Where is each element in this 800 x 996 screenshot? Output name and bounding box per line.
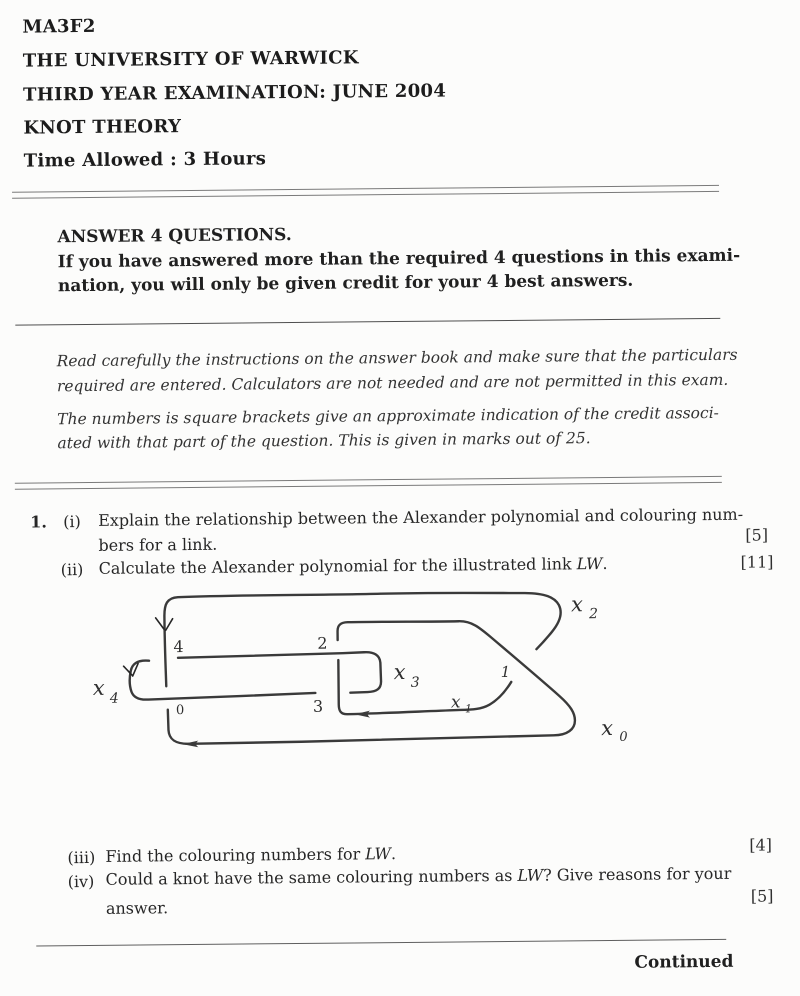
part-iv-line-2: answer. bbox=[105, 898, 169, 918]
crossing-label-2: 2 bbox=[317, 633, 328, 653]
knot-diagram bbox=[86, 576, 653, 781]
arrowhead-inner-bottom bbox=[355, 711, 371, 718]
part-iii-line bbox=[105, 844, 396, 866]
continued-label: Continued bbox=[634, 951, 734, 973]
part-iii-label: (iii) bbox=[67, 847, 96, 868]
part-iv-link-name: LW bbox=[517, 865, 544, 885]
knot-strand-x4-hook bbox=[130, 659, 316, 700]
rubric-heading: ANSWER 4 QUESTIONS. bbox=[57, 225, 292, 248]
arrowhead-outer-bottom bbox=[182, 741, 198, 748]
part-ii-marks: [11] bbox=[740, 552, 774, 572]
part-iii-link-name: LW bbox=[365, 844, 392, 864]
question-number: 1. bbox=[30, 512, 47, 532]
part-iii-suffix: . bbox=[390, 844, 397, 864]
part-i-label: (i) bbox=[63, 512, 81, 532]
arc-label-x1-base: x bbox=[450, 692, 461, 713]
single-rule-bottom bbox=[36, 939, 726, 947]
part-i-line-2: bers for a link. bbox=[98, 534, 218, 555]
arc-label-x0-base: x bbox=[601, 715, 614, 741]
time-allowed: Time Allowed : 3 Hours bbox=[23, 148, 267, 172]
course-code: MA3F2 bbox=[22, 15, 96, 38]
crossing-label-0: 0 bbox=[175, 703, 185, 719]
note-1-line-2: required are entered. Calculators are not needed and are not permitted in this exam. bbox=[56, 370, 729, 396]
part-ii-link-name: LW bbox=[576, 554, 603, 574]
part-iv-line-1 bbox=[106, 864, 732, 889]
part-iv-suffix: ? Give reasons for your bbox=[543, 863, 732, 885]
arc-label-x2-base: x bbox=[570, 592, 583, 617]
double-rule-above-q1 bbox=[15, 476, 722, 490]
crossing-label-1: 1 bbox=[500, 662, 511, 682]
part-ii-text: Calculate the Alexander polynomial for the illustrated link bbox=[98, 554, 572, 578]
double-rule-top bbox=[12, 185, 719, 199]
part-i-line-1: Explain the relationship between the Alexander polynomial and colouring num- bbox=[98, 504, 744, 530]
part-ii-label: (ii) bbox=[60, 560, 84, 580]
part-iii-marks: [4] bbox=[749, 835, 773, 855]
knot-strand-x1-inner bbox=[338, 658, 511, 714]
knot-strand-diagonal-x0 bbox=[167, 620, 575, 744]
knot-strand-x3-box bbox=[178, 652, 381, 694]
subject-title: KNOT THEORY bbox=[23, 116, 182, 139]
university-title: THE UNIVERSITY OF WARWICK bbox=[22, 47, 359, 72]
note-1-line-1: Read carefully the instructions on the answer book and make sure that the particulars bbox=[56, 345, 738, 371]
arc-label-x2-sub: 2 bbox=[589, 606, 599, 623]
crossing-label-3: 3 bbox=[312, 696, 324, 716]
arc-label-x4-sub: 4 bbox=[109, 690, 119, 707]
part-iv-text: Could a knot have the same colouring numbers as bbox=[105, 865, 513, 889]
arc-label-x4-base: x bbox=[92, 675, 105, 700]
single-rule-mid bbox=[15, 318, 720, 326]
rubric-line-1: If you have answered more than the required 4 questions in this exami- bbox=[57, 245, 741, 273]
crossing-label-4: 4 bbox=[173, 637, 184, 657]
arc-label-x1-sub: 1 bbox=[464, 702, 473, 716]
rubric-line-2: nation, you will only be given credit for your 4 best answers. bbox=[57, 270, 634, 297]
part-iii-text: Find the colouring numbers for bbox=[105, 844, 361, 866]
note-2-line-2: ated with that part of the question. This is given in marks out of 25. bbox=[57, 429, 591, 453]
arc-label-x3-base: x bbox=[393, 659, 406, 685]
part-i-marks: [5] bbox=[745, 525, 769, 545]
part-iv-label: (iv) bbox=[67, 871, 95, 892]
arc-label-x3-sub: 3 bbox=[410, 674, 420, 691]
part-iv-marks: [5] bbox=[750, 886, 774, 906]
note-2-line-1: The numbers is square brackets give an approximate indication of the credit associ- bbox=[57, 403, 719, 429]
arc-label-x0-sub: 0 bbox=[619, 729, 628, 745]
exam-title: THIRD YEAR EXAMINATION: JUNE 2004 bbox=[22, 80, 447, 106]
part-ii-suffix: . bbox=[602, 554, 608, 574]
part-ii-line bbox=[99, 554, 608, 578]
